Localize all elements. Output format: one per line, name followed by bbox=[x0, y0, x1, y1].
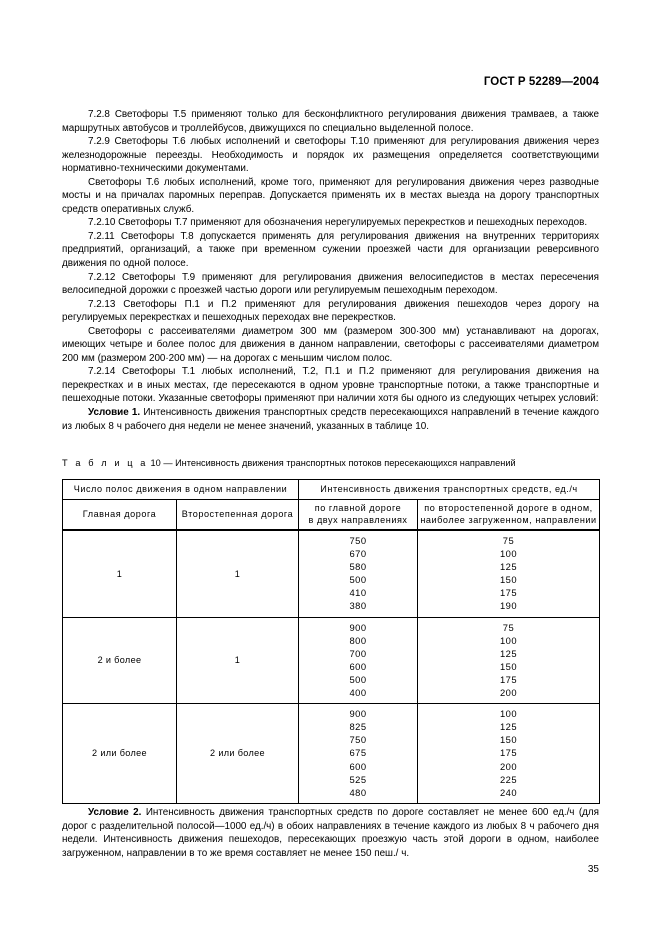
table-body bbox=[63, 530, 600, 803]
paragraph-7-2-9: 7.2.9 Светофоры Т.6 любых исполнений и светофоры Т.10 применяют для регулирования движения через железнодорожные переезды. Необходимость и порядок их размещения определяется соответствующими нормативно-техническими документами. bbox=[62, 136, 599, 175]
header-secondary-flow-line1: по второстепенной дороге в одном, bbox=[424, 503, 593, 513]
condition-2-text: Интенсивность движения транспортных средств по дороге составляет не менее 600 ед./ч (для дорог с разделительной полосой—1000 ед./ч) в обоих направлениях в течение каждого из любых 8 ч рабочего дня недели. Интенсивность движения пешеходов, пересекающих проезжую часть этой дороги в одном, наиболее загруженном, направлении в то же время составляет не менее 150 пеш./ ч. bbox=[62, 807, 599, 859]
table-caption-dash: — bbox=[163, 458, 173, 468]
table-value: 125 bbox=[499, 721, 518, 733]
table-value: 480 bbox=[349, 786, 367, 798]
paragraph-lens-sizes: Светофоры с рассеивателями диаметром 300 мм (размером 300·300 мм) устанавливают на дорогах, имеющих четыре и более полос для движения в данном направлении, светофоры с рассеивателями диаметром 200 мм (размером 200·200 мм) — на дорогах с меньшим числом полос. bbox=[62, 325, 599, 364]
header-main-flow bbox=[299, 500, 418, 531]
paragraph-t6-extra: Светофоры Т.6 любых исполнений, кроме того, применяют для регулирования движения через разводные мосты и на причалах паромных переправ. Допускается применять их в местах выезда на дорогу транспортных средств оперативных служб. bbox=[62, 176, 599, 215]
cell-secondary-flow-values bbox=[418, 617, 600, 704]
table-value: 175 bbox=[499, 747, 518, 759]
cell-main-flow-values bbox=[299, 530, 418, 617]
cell-main-road: 2 и более bbox=[63, 617, 177, 704]
condition-1-label: Условие 1. bbox=[88, 407, 141, 419]
table-value: 190 bbox=[499, 600, 518, 612]
table-value: 600 bbox=[349, 660, 367, 672]
table-value: 500 bbox=[349, 673, 367, 685]
table-value: 900 bbox=[349, 708, 367, 720]
header-main-road: Главная дорога bbox=[63, 500, 177, 531]
cell-secondary-road: 1 bbox=[177, 617, 299, 704]
header-main-flow-line2: в двух направлениях bbox=[308, 514, 408, 525]
table-value: 700 bbox=[349, 647, 367, 659]
table-value: 100 bbox=[499, 548, 518, 560]
table-caption-number: 10 bbox=[150, 458, 161, 468]
paragraph-7-2-12: 7.2.12 Светофоры Т.9 применяют для регулирования движения велосипедистов в местах пересечения велосипедной дорожки с проезжей частью дороги или регулируемым пешеходным переходом. bbox=[62, 271, 599, 297]
table-10 bbox=[62, 479, 600, 804]
table-value: 380 bbox=[349, 600, 367, 612]
cell-secondary-road: 2 или более bbox=[177, 704, 299, 804]
table-value: 125 bbox=[499, 647, 518, 659]
table-value: 675 bbox=[349, 747, 367, 759]
paragraph-7-2-10: 7.2.10 Светофоры Т.7 применяют для обозначения нерегулируемых перекрестков и пешеходных переходов. bbox=[88, 217, 588, 229]
paragraph-condition-1 bbox=[62, 406, 599, 433]
table-row bbox=[63, 704, 600, 804]
table-value: 100 bbox=[499, 708, 518, 720]
table-value: 240 bbox=[499, 786, 518, 798]
header-main-flow-line1: по главной дороге bbox=[314, 503, 402, 513]
table-row bbox=[63, 530, 600, 617]
table-value: 825 bbox=[349, 721, 367, 733]
table-value: 175 bbox=[499, 587, 518, 599]
table-row bbox=[63, 617, 600, 704]
table-value: 125 bbox=[499, 561, 518, 573]
table-value: 200 bbox=[499, 760, 518, 772]
table-value: 525 bbox=[349, 773, 367, 785]
table-value: 750 bbox=[349, 535, 367, 546]
table-value: 150 bbox=[499, 734, 518, 746]
header-secondary-flow bbox=[418, 500, 600, 531]
cell-secondary-flow-values bbox=[418, 704, 600, 804]
table-value: 100 bbox=[499, 634, 518, 646]
table-caption bbox=[62, 457, 516, 469]
paragraph-7-2-14: 7.2.14 Светофоры Т.1 любых исполнений, Т.2, П.1 и П.2 применяют для регулирования движения на перекрестках и в иных местах, где пересекаются в одном уровне транспортные потоки, а также транспортные и пешеходные потоки. Указанные светофоры применяют при наличии хотя бы одного из следующих четырех условий: bbox=[62, 366, 599, 405]
table-head bbox=[63, 480, 600, 531]
table-caption-word: Т а б л и ц а bbox=[62, 458, 148, 468]
cell-secondary-road: 1 bbox=[177, 530, 299, 617]
table-value: 150 bbox=[499, 574, 518, 586]
body-text-column bbox=[62, 108, 599, 433]
table-value: 500 bbox=[349, 574, 367, 586]
cell-main-road: 1 bbox=[63, 530, 177, 617]
cell-main-road: 2 или более bbox=[63, 704, 177, 804]
table-value: 900 bbox=[349, 621, 367, 633]
standard-number-header: ГОСТ Р 52289—2004 bbox=[483, 76, 599, 88]
table-caption-title: Интенсивность движения транспортных потоков пересекающихся направлений bbox=[175, 458, 516, 468]
table-value: 800 bbox=[349, 634, 367, 646]
table-value: 670 bbox=[349, 548, 367, 560]
paragraph-condition-2 bbox=[62, 806, 599, 860]
table-value: 225 bbox=[499, 773, 518, 785]
table-value: 600 bbox=[349, 760, 367, 772]
table-value: 75 bbox=[502, 535, 515, 546]
cell-secondary-flow-values bbox=[418, 530, 600, 617]
table-value: 75 bbox=[502, 621, 515, 633]
header-secondary-flow-line2: наиболее загруженном, направлении bbox=[420, 514, 597, 525]
table-value: 150 bbox=[499, 660, 518, 672]
table-value: 750 bbox=[349, 734, 367, 746]
header-group-lanes: Число полос движения в одном направлении bbox=[63, 480, 299, 500]
table-header-row-groups bbox=[63, 480, 600, 500]
condition-2-label: Условие 2. bbox=[88, 807, 142, 818]
header-group-intensity: Интенсивность движения транспортных средств, ед./ч bbox=[299, 480, 600, 500]
cell-main-flow-values bbox=[299, 704, 418, 804]
closing-text-column bbox=[62, 806, 599, 860]
table-10-wrapper bbox=[62, 479, 599, 804]
table-value: 410 bbox=[349, 587, 367, 599]
condition-1-text: Интенсивность движения транспортных средств пересекающихся направлений в течение каждого из любых 8 ч рабочего дня недели не менее значений, указанных в таблице 10. bbox=[62, 407, 599, 432]
header-secondary-road: Второстепенная дорога bbox=[177, 500, 299, 531]
table-value: 580 bbox=[349, 561, 367, 573]
paragraph-7-2-8: 7.2.8 Светофоры Т.5 применяют только для бесконфликтного регулирования движения трамваев, а также маршрутных автобусов и троллейбусов, движущихся по специально выделенной полосе. bbox=[62, 109, 599, 134]
table-header-row-columns bbox=[63, 500, 600, 531]
paragraph-7-2-13: 7.2.13 Светофоры П.1 и П.2 применяют для регулирования движения пешеходов через дорогу на регулируемых перекрестках и пешеходных переходах вне перекрестков. bbox=[62, 298, 599, 324]
paragraph-7-2-11: 7.2.11 Светофоры Т.8 допускается применять для регулирования движения на внутренних территориях предприятий, организаций, а также при временном сужении проезжей части для организации реверсивного движения по одной полосе. bbox=[62, 230, 599, 270]
table-value: 400 bbox=[349, 687, 367, 699]
table-value: 175 bbox=[499, 673, 518, 685]
cell-main-flow-values bbox=[299, 617, 418, 704]
table-value: 200 bbox=[499, 687, 518, 699]
page-number: 35 bbox=[587, 864, 599, 875]
